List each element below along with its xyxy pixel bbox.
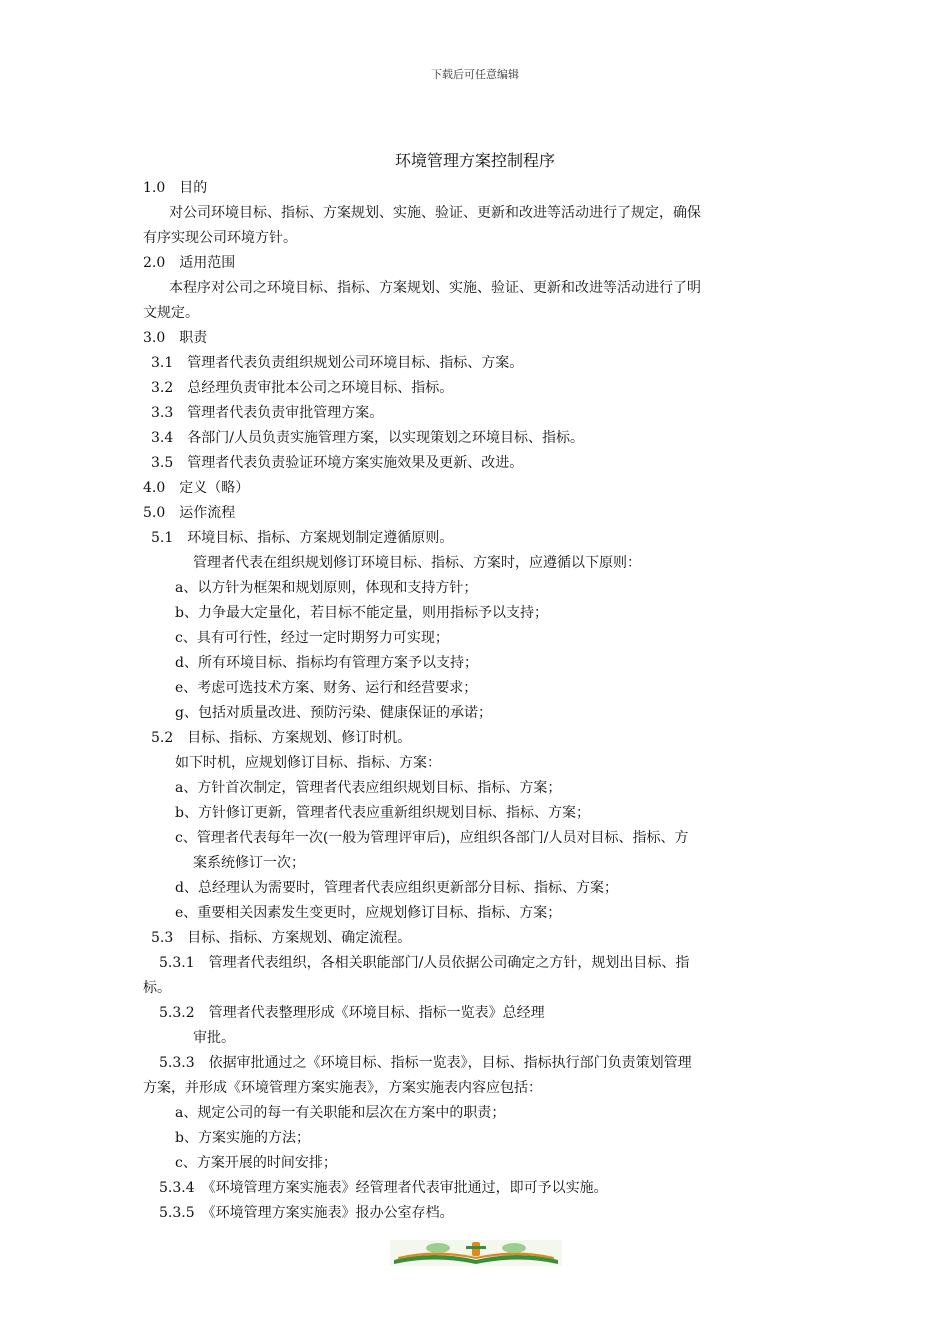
clause-item: 5.3.5 《环境管理方案实施表》报办公室存档。: [159, 1205, 454, 1221]
paragraph-line: 文规定。: [143, 305, 199, 321]
paragraph-line: 对公司环境目标、指标、方案规划、实施、验证、更新和改进等活动进行了规定，确保: [169, 205, 701, 221]
section-heading: 5.0 运作流程: [143, 505, 236, 521]
subsection-item: 3.3 管理者代表负责审批管理方案。: [151, 405, 384, 421]
subsection-item: 3.4 各部门/人员负责实施管理方案，以实现策划之环境目标、指标。: [151, 430, 584, 446]
list-item: c、管理者代表每年一次(一般为管理评审后)，应组织各部门/人员对目标、指标、方: [175, 830, 689, 846]
clause-continuation: 标。: [143, 980, 171, 996]
page-header-note: 下载后可任意编辑: [431, 68, 519, 81]
subsection-item: 3.5 管理者代表负责验证环境方案实施效果及更新、改进。: [151, 455, 524, 471]
book-logo-icon: [390, 1240, 562, 1266]
subsection-item: 3.1 管理者代表负责组织规划公司环境目标、指标、方案。: [151, 355, 524, 371]
list-item-continuation: 案系统修订一次；: [193, 855, 305, 871]
subsection-heading: 5.2 目标、指标、方案规划、修订时机。: [151, 730, 412, 746]
list-item: d、所有环境目标、指标均有管理方案予以支持；: [175, 655, 478, 671]
list-item: b、力争最大定量化，若目标不能定量，则用指标予以支持；: [175, 605, 548, 621]
section-heading: 1.0 目的: [143, 180, 208, 196]
list-item: a、方针首次制定，管理者代表应组织规划目标、指标、方案；: [175, 780, 562, 796]
paragraph-line: 如下时机，应规划修订目标、指标、方案：: [175, 755, 441, 771]
list-item: b、方案实施的方法；: [175, 1130, 310, 1146]
subsection-heading: 5.1 环境目标、指标、方案规划制定遵循原则。: [151, 530, 454, 546]
list-item: b、方针修订更新，管理者代表应重新组织规划目标、指标、方案；: [175, 805, 590, 821]
paragraph-line: 管理者代表在组织规划修订环境目标、指标、方案时，应遵循以下原则：: [193, 555, 641, 571]
paragraph-line: 本程序对公司之环境目标、指标、方案规划、实施、验证、更新和改进等活动进行了明: [169, 280, 701, 296]
section-heading: 4.0 定义（略）: [143, 480, 250, 496]
list-item: a、以方针为框架和规划原则，体现和支持方针；: [175, 580, 478, 596]
document-title: 环境管理方案控制程序: [394, 151, 555, 170]
list-item: c、具有可行性，经过一定时期努力可实现；: [175, 630, 449, 646]
section-heading: 2.0 适用范围: [143, 255, 236, 271]
list-item: g、包括对质量改进、预防污染、健康保证的承诺；: [175, 705, 492, 721]
clause-item: 5.3.4 《环境管理方案实施表》经管理者代表审批通过，即可予以实施。: [159, 1180, 608, 1196]
list-item: a、规定公司的每一有关职能和层次在方案中的职责；: [175, 1105, 506, 1121]
list-item: d、总经理认为需要时，管理者代表应组织更新部分目标、指标、方案；: [175, 880, 618, 896]
list-item: e、重要相关因素发生变更时，应规划修订目标、指标、方案；: [175, 905, 562, 921]
clause-continuation: 方案，并形成《环境管理方案实施表》，方案实施表内容应包括：: [143, 1080, 542, 1096]
clause-item: 5.3.2 管理者代表整理形成《环境目标、指标一览表》总经理: [159, 1005, 545, 1021]
list-item: e、考虑可选技术方案、财务、运行和经营要求；: [175, 680, 478, 696]
subsection-item: 3.2 总经理负责审批本公司之环境目标、指标。: [151, 380, 454, 396]
book-logo-graphic: [390, 1240, 562, 1266]
subsection-heading: 5.3 目标、指标、方案规划、确定流程。: [151, 930, 412, 946]
clause-item: 5.3.1 管理者代表组织，各相关职能部门/人员依据公司确定之方针，规划出目标、指: [159, 955, 690, 971]
section-heading: 3.0 职责: [143, 330, 208, 346]
clause-item: 5.3.3 依据审批通过之《环境目标、指标一览表》，目标、指标执行部门负责策划管理: [159, 1055, 692, 1071]
list-item: c、方案开展的时间安排；: [175, 1155, 337, 1171]
paragraph-line: 有序实现公司环境方针。: [143, 230, 297, 246]
document-body: [143, 176, 813, 1226]
clause-continuation: 审批。: [193, 1030, 235, 1046]
